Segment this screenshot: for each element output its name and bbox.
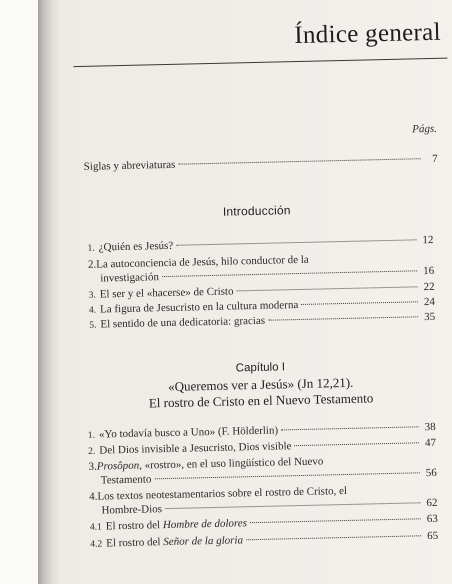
entry-number: 2.	[87, 258, 97, 271]
leader-dots	[268, 316, 418, 320]
entry-text-italic: Hombre de dolores	[162, 517, 248, 532]
toc-entry-label	[87, 239, 173, 256]
entry-number: 5.	[89, 320, 97, 331]
entry-number: 3.	[88, 290, 96, 301]
toc-entry-page: 12	[422, 233, 434, 247]
leader-dots	[281, 426, 419, 430]
entry-text-continued: Hombre-Dios	[101, 503, 163, 517]
toc-entry-label	[90, 516, 247, 535]
entry-text-italic: Prosôpon	[96, 459, 140, 473]
entry-number: 3.	[88, 460, 97, 473]
toc-entry-intro-1[interactable]	[87, 233, 433, 256]
toc-entry-label	[89, 314, 265, 333]
entry-number: 4.1	[89, 522, 102, 533]
entry-text: El rostro del	[105, 519, 164, 533]
leader-dots	[162, 270, 417, 277]
page-title: Índice general	[294, 18, 442, 50]
toc-entry-page: 35	[424, 310, 436, 324]
entry-text: El rostro del	[106, 536, 164, 550]
leader-dots	[250, 518, 421, 523]
entry-text: , «rostro», en el uso lingüístico del Nuevo	[139, 455, 324, 472]
chapter-heading: Capítulo I	[235, 361, 286, 375]
entry-number: 1.	[87, 243, 95, 254]
chapter-title-line1: «Queremos ver a Jesús» (Jn 12,21).	[167, 374, 354, 395]
entry-number: 1.	[87, 430, 96, 441]
entry-text: ¿Quién es Jesús?	[98, 239, 174, 254]
entry-text: El sentido de una dedicatoria: gracias	[100, 314, 266, 331]
toc-content	[82, 0, 442, 584]
entry-text: El ser y el «hacerse» de Cristo	[99, 285, 234, 301]
toc-entry-label	[90, 533, 243, 551]
entry-text: Los textos neotestamentarios sobre el rostro de Cristo, el	[97, 484, 348, 503]
entry-text: «Yo todavía busco a Uno» (F. Hölderlin)	[98, 424, 279, 441]
toc-entry-page: 56	[425, 466, 437, 480]
entry-number: 4.	[89, 490, 98, 503]
toc-entry-label: Siglas y abreviaturas	[83, 158, 176, 173]
entry-number: 2.	[88, 446, 96, 457]
toc-entry-siglas[interactable]	[84, 152, 438, 174]
entry-text-italic: Señor de la gloria	[163, 534, 244, 549]
book-page	[38, 0, 452, 584]
title-rule	[73, 58, 447, 67]
chapter-title-line2: El rostro de Cristo en el Nuevo Testamento	[148, 390, 374, 411]
leader-dots	[237, 286, 418, 291]
toc-entry-page: 63	[426, 512, 438, 526]
leader-dots	[301, 301, 418, 305]
toc-entry-page: 65	[427, 529, 439, 543]
entry-text: La figura de Jesucristo en la cultura moderna	[99, 299, 299, 316]
leader-dots	[154, 472, 419, 479]
leader-dots	[294, 442, 419, 446]
leader-dots	[246, 535, 421, 540]
leader-dots	[165, 502, 420, 509]
leader-dots	[176, 239, 416, 245]
pages-column-label: Págs.	[412, 122, 438, 136]
entry-text: La autoconciencia de Jesús, hilo conductor de la	[96, 253, 309, 271]
toc-entry-page: 47	[424, 436, 437, 450]
spine-shadow	[38, 0, 60, 584]
entry-text: Del Dios invisible a Jesucristo, Dios visible	[99, 440, 292, 457]
toc-entry-page: 24	[423, 295, 436, 309]
toc-entry-page: 22	[423, 280, 435, 294]
entry-number: 4.	[88, 305, 97, 316]
entry-text-continued: investigación	[100, 271, 160, 285]
toc-entry-page: 62	[426, 496, 438, 510]
toc-entry-page: 38	[424, 420, 436, 434]
section-heading-introduccion: Introducción	[222, 203, 291, 219]
entry-text-continued: Testamento	[100, 473, 152, 487]
toc-entry-page: 16	[423, 264, 435, 278]
leader-dots	[178, 158, 420, 164]
entry-number: 4.2	[90, 539, 103, 550]
toc-entry-page: 7	[432, 152, 438, 165]
